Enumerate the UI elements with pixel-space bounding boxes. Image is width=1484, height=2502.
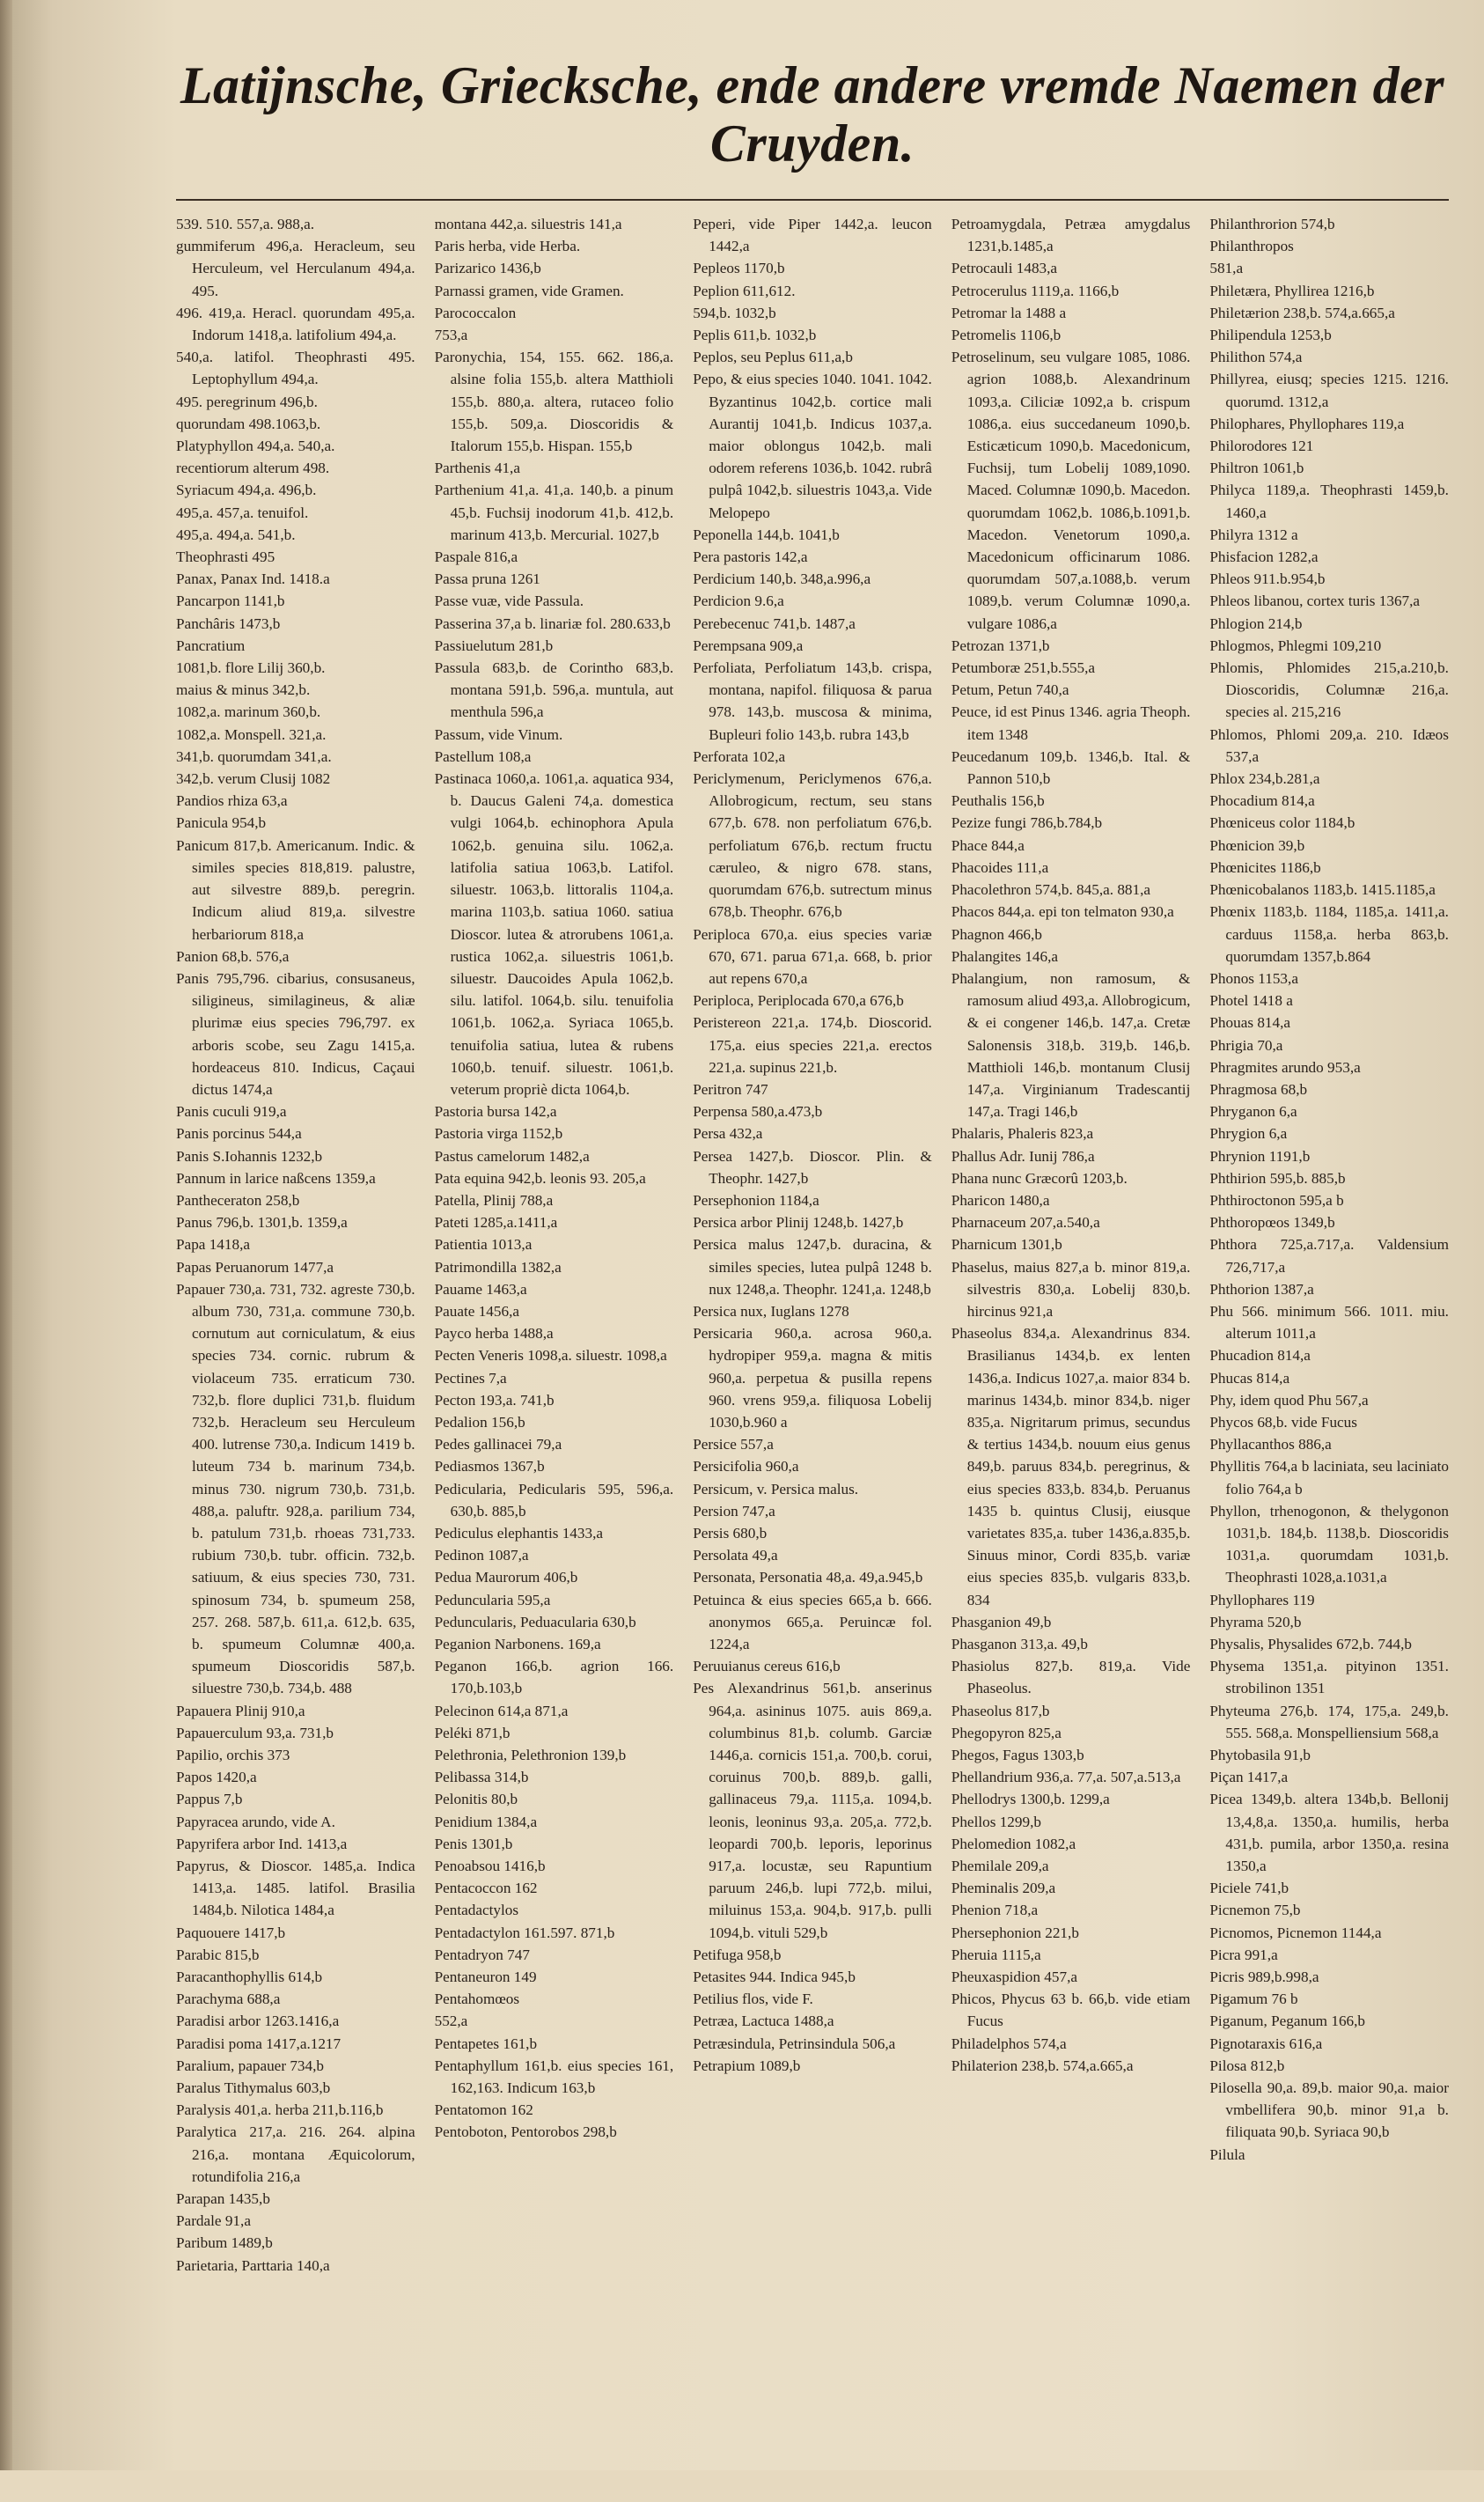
- index-entry: Pediasmos 1367,b: [434, 1458, 545, 1475]
- index-entry: Phace 844,a: [951, 836, 1025, 854]
- index-entry: Phœnix 1183,b. 1184, 1185,a. 1411,a. carduus 1158,a. herba 863,b. quorumdam 1357,b.864: [1209, 903, 1449, 965]
- index-entry: Pappus 7,b: [176, 1791, 243, 1808]
- index-entry: Pantheceraton 258,b: [176, 1191, 300, 1209]
- page-title: Latijnsche, Griecksche, ende andere vremde Naemen der Cruyden.: [180, 56, 1445, 173]
- index-entry: Phaselus, maius 827,a b. minor 819,a. silvestris 830,a. Lobelij 830,b. hircinus 921,a: [951, 1258, 1191, 1320]
- index-entry: Petræsindula, Petrinsindula 506,a: [693, 2035, 896, 2052]
- index-entry: Pauate 1456,a: [434, 1302, 520, 1320]
- index-entry: Panicum 817,b. Americanum. Indic. & similes species 818,819. palustre, aut silvestre 889,b. peregrin. Indicum aliud 819,a. silvestre herbariorum 818,a: [176, 836, 415, 943]
- index-entry: Phœnicobalanos 1183,b. 1415.1185,a: [1209, 881, 1436, 899]
- index-columns: [176, 213, 1449, 2502]
- index-entry: Petrozan 1371,b: [951, 637, 1050, 654]
- index-entry: Pelecinon 614,a 871,a: [434, 1702, 569, 1719]
- index-entry: Paradisi poma 1417,a.1217: [176, 2035, 342, 2052]
- index-entry: Papa 1418,a: [176, 1236, 251, 1254]
- index-entry: Phana nunc Græcorû 1203,b.: [951, 1169, 1128, 1187]
- index-entry: Phagnon 466,b: [951, 925, 1042, 943]
- index-entry: Personata, Personatia 48,a. 49,a.945,b: [693, 1569, 923, 1586]
- index-entry: 495,a. 457,a. tenuifol.: [176, 504, 309, 521]
- index-entry: Parietaria, Parttaria 140,a: [176, 2256, 330, 2274]
- index-entry: Paralus Tithymalus 603,b: [176, 2079, 331, 2097]
- index-entry: Phlox 234,b.281,a: [1209, 770, 1320, 788]
- index-entry: Petræa, Lactuca 1488,a: [693, 2013, 834, 2030]
- index-entry: Pastus camelorum 1482,a: [434, 1147, 590, 1165]
- index-entry: Petifuga 958,b: [693, 1946, 782, 1963]
- index-entry: Phragmosa 68,b: [1209, 1080, 1308, 1098]
- index-entry: Philanthrorion 574,b: [1209, 216, 1335, 232]
- index-entry: Physalis, Physalides 672,b. 744,b: [1209, 1636, 1413, 1652]
- index-entry: Persea 1427,b. Dioscor. Plin. & Theophr. 1427,b: [693, 1147, 932, 1187]
- index-entry: Papyrus, & Dioscor. 1485,a. Indica 1413,a. 1485. latifol. Brasilia 1484,b. Nilotica 1484,a: [176, 1858, 415, 1919]
- index-entry: Persa 432,a: [693, 1125, 763, 1143]
- index-entry: Phthiroctonon 595,a b: [1209, 1191, 1344, 1209]
- index-entry: Phthorion 1387,a: [1209, 1280, 1314, 1298]
- index-entry: Phœniceus color 1184,b: [1209, 814, 1355, 832]
- index-entry: Photel 1418 a: [1209, 992, 1293, 1010]
- index-entry: Phicos, Phycus 63 b. 66,b. vide etiam Fucus: [951, 1991, 1191, 2030]
- index-entry: Peplion 611,612.: [693, 282, 796, 299]
- index-entry: Persice 557,a: [693, 1436, 774, 1453]
- index-entry: Phacoides 111,a: [951, 858, 1049, 876]
- index-entry: Pentoboton, Pentorobos 298,b: [434, 2123, 617, 2141]
- index-entry: Pedua Maurorum 406,b: [434, 1569, 578, 1586]
- index-entry: Passerina 37,a b. linariæ fol. 280.633,b: [434, 614, 671, 632]
- index-entry: Panax, Panax Ind. 1418.a: [176, 570, 330, 588]
- index-entry: Paracanthophyllis 614,b: [176, 1968, 323, 1986]
- index-entry: Phu 566. minimum 566. 1011. miu. alterum 1011,a: [1209, 1302, 1449, 1343]
- index-entry: Pentaneuron 149: [434, 1968, 537, 1986]
- index-entry: Pauame 1463,a: [434, 1280, 527, 1298]
- index-entry: Perdicion 9.6,a: [693, 592, 784, 610]
- index-entry: Pastellum 108,a: [434, 747, 532, 765]
- index-entry: Parizarico 1436,b: [434, 260, 541, 277]
- index-entry: Periploca, Periplocada 670,a 676,b: [693, 992, 904, 1010]
- index-entry: Peplis 611,b. 1032,b: [693, 327, 817, 344]
- index-entry: Pentacoccon 162: [434, 1880, 538, 1897]
- index-entry: Phleos 911.b.954,b: [1209, 570, 1326, 588]
- index-entry: Petum, Petun 740,a: [951, 681, 1069, 699]
- index-entry: Pheminalis 209,a: [951, 1880, 1056, 1897]
- index-entry: Phleos libanou, cortex turis 1367,a: [1209, 592, 1421, 610]
- index-entry: quorundam 498.1063,b.: [176, 415, 321, 432]
- index-entry: Pelethronia, Pelethronion 139,b: [434, 1747, 627, 1764]
- index-entry: Phlomos, Phlomi 209,a. 210. Idæos 537,a: [1209, 725, 1449, 765]
- index-entry: Phersephonion 221,b: [951, 1924, 1079, 1941]
- index-entry: Periclymenum, Periclymenos 676,a. Allobrogicum, rectum, seu stans 677,b. 678. non perfoliatum 676,b. perfoliatum 676,b. rectum fructu cæruleo, & nigro 678. stans, quorumdam 676,b. sutrectum minus 678,b. Theophr. 676,b: [693, 770, 932, 921]
- index-entry: 1082,a. Monspell. 321,a.: [176, 725, 327, 743]
- index-entry: Piciele 741,b: [1209, 1880, 1289, 1897]
- index-entry: Pannum in larice naßcens 1359,a: [176, 1169, 376, 1187]
- index-entry: Phyllon, trhenogonon, & thelygonon 1031,b. 184,b. 1138,b. Dioscoridis 1031,a. quorumdam 1031,b. Theophrasti 1028,a.1031,a: [1209, 1502, 1449, 1586]
- index-entry: Pharicon 1480,a: [951, 1191, 1050, 1209]
- index-entry: Paronychia, 154, 155. 662. 186,a. alsine folia 155,b. altera Matthioli 155,b. 880,a. altera, rutaceo folio 155,b. 509,a. Dioscoridis & Italorum 155,b. Hispan. 155,b: [434, 349, 674, 455]
- index-entry: Phouas 814,a: [1209, 1014, 1291, 1032]
- index-entry: gummiferum 496,a. Heracleum, seu Herculeum, vel Herculanum 494,a. 495.: [176, 238, 415, 299]
- index-entry: Peduncularia 595,a: [434, 1591, 551, 1608]
- index-entry: Phrynion 1191,b: [1209, 1147, 1311, 1165]
- index-entry: Panus 796,b. 1301,b. 1359,a: [176, 1214, 348, 1232]
- index-entry: Pheuxaspidion 457,a: [951, 1968, 1077, 1986]
- index-entry: Parthenium 41,a. 41,a. 140,b. a pinum 45,b. Fuchsij inodorum 41,b. 412,b. marinum 413,b. Mercurial. 1027,b: [434, 482, 674, 543]
- index-entry: Papauera Plinij 910,a: [176, 1702, 305, 1719]
- index-column-2: [435, 213, 674, 2502]
- index-entry: Phlogmos, Phlegmi 109,210: [1209, 637, 1382, 654]
- index-entry: Phenion 718,a: [951, 1902, 1039, 1919]
- index-entry: Pilosella 90,a. 89,b. maior 90,a. maior vmbellifera 90,b. minor 91,a b. filiquata 90,b. Syriaca 90,b: [1209, 2079, 1449, 2141]
- index-entry: Phragmites arundo 953,a: [1209, 1058, 1361, 1076]
- index-entry: Pelibassa 314,b: [434, 1769, 529, 1786]
- index-entry: Pharnaceum 207,a.540,a: [951, 1214, 1100, 1232]
- index-entry: Pepo, & eius species 1040. 1041. 1042. Byzantinus 1042,b. cortice mali Aurantij 1041,b. Indicus 1037,a. maior oblongus 1042,b. mali odorem referens 1036,b. 1042. rubrâ pulpâ 1042,b. siluestris 1043,a. Vide Melopepo: [693, 371, 932, 521]
- index-entry: Philetærion 238,b. 574,a.665,a: [1209, 304, 1395, 321]
- index-entry: Peganion Narbonens. 169,a: [434, 1636, 601, 1652]
- index-entry: Pancratium: [176, 637, 246, 654]
- index-entry: Phytobasila 91,b: [1209, 1747, 1311, 1764]
- index-entry: Pateti 1285,a.1411,a: [434, 1214, 558, 1232]
- index-entry: Phacolethron 574,b. 845,a. 881,a: [951, 881, 1151, 899]
- index-entry: Pharnicum 1301,b: [951, 1236, 1062, 1254]
- index-entry: Petrocerulus 1119,a. 1166,b: [951, 282, 1120, 299]
- index-entry: Phthoropœos 1349,b: [1209, 1214, 1335, 1232]
- index-entry: Panis cuculi 919,a: [176, 1103, 287, 1121]
- index-entry: 594,b. 1032,b: [693, 304, 776, 321]
- index-entry: Pastoria virga 1152,b: [434, 1125, 563, 1143]
- index-entry: Petroselinum, seu vulgare 1085, 1086. agrion 1088,b. Alexandrinum 1093,a. Ciliciæ 1092,a b. crispum 1086,a. eius succedaneum 1090,b. Esticæticum 1090,b. Macedonicum, Fuchsij, tum Lobelij 1089,1090. Maced. Columnæ 1090,b. Macedon. quorumdam 1062,b. 1086,b.1091,b. Macedon. Venetorum 1090,a. Macedonicum officinarum 1086. quorumdam 507,a.1088,b. verum 1089,b. verum Columnæ 1090,a. vulgare 1086,a: [951, 349, 1191, 632]
- index-entry: Phyrama 520,b: [1209, 1613, 1302, 1630]
- index-entry: Perebecenuc 741,b. 1487,a: [693, 614, 856, 632]
- index-entry: Phryganon 6,a: [1209, 1103, 1297, 1121]
- index-entry: Paradisi arbor 1263.1416,a: [176, 2013, 340, 2030]
- index-entry: Pedalion 156,b: [434, 1413, 525, 1431]
- index-entry: Pheruia 1115,a: [951, 1946, 1041, 1963]
- index-entry: Parthenis 41,a: [434, 460, 520, 477]
- index-entry: Phyteuma 276,b. 174, 175,a. 249,b. 555. 568,a. Monspelliensium 568,a: [1209, 1702, 1449, 1741]
- index-entry: Passula 683,b. de Corintho 683,b. montana 591,b. 596,a. muntula, aut menthula 596,a: [434, 659, 674, 721]
- index-entry: Philtron 1061,b: [1209, 460, 1304, 477]
- index-entry: Piçan 1417,a: [1209, 1769, 1289, 1786]
- index-entry: Peganon 166,b. agrion 166. 170,b.103,b: [434, 1658, 674, 1697]
- index-entry: Peponella 144,b. 1041,b: [693, 526, 840, 543]
- index-entry: Peuce, id est Pinus 1346. agria Theoph. item 1348: [951, 703, 1191, 743]
- index-entry: Phillyrea, eiusq; species 1215. 1216. quorumd. 1312,a: [1209, 371, 1449, 410]
- index-entry: Peucedanum 109,b. 1346,b. Ital. & Pannon 510,b: [951, 747, 1191, 788]
- index-entry: Perfoliata, Perfoliatum 143,b. crispa, montana, napifol. filiquosa & parua 978. 143,b. muscosa & minima, Bupleuri folio 143,b. rubra 143,b: [693, 659, 932, 743]
- index-entry: Phaseolus 834,a. Alexandrinus 834. Brasilianus 1434,b. ex lenten 1436,a. Indicus 1027,a. maior 834 b. marinus 1434,b. minor 834,b. niger 835,a. Nigritarum primus, secundus & tertius 1434,b. nouum eius genus 849,b. paruus 834,b. peregrinus, & eius species 833,b. 834,b. Peruanus 1435 b. quintus Clusij, eiusque varietates 835,a. tuber 1436,a.835,b. Sinuus minor, Cordi 835,b. variæ eius species 835,b. vulgaris 833,b. 834: [951, 1325, 1191, 1608]
- index-entry: Pilosa 812,b: [1209, 2057, 1285, 2074]
- index-entry: Phy, idem quod Phu 567,a: [1209, 1391, 1369, 1409]
- index-entry: Pastinaca 1060,a. 1061,a. aquatica 934, b. Daucus Galeni 74,a. domestica vulgi 1064,b. echinophora Apula 1062,b. genuina silu. 1062,a. latifolia satiua 1063,b. Latifol. siluestr. 1063,b. littoralis 1104,a. marina 1103,b. satiua 1060. satiua Dioscor. lutea & atrorubens 1061,a. rustica 1062,a. siluestris 1061,b. siluestr. Daucoides Apula 1062,b. silu. latifol. 1064,b. silu. tenuifolia 1061,b. 1062,a. Syriaca 1065,b. tenuifolia satiua, lutea & rubens 1060,b. tenuif. siluestr. 1061,b. veterum propriè dicta 1064,b.: [434, 770, 674, 1098]
- index-entry: Picris 989,b.998,a: [1209, 1968, 1319, 1986]
- index-entry: recentiorum alterum 498.: [176, 460, 330, 477]
- index-entry: Philophares, Phyllophares 119,a: [1209, 415, 1405, 432]
- index-entry: Petasites 944. Indica 945,b: [693, 1968, 856, 1986]
- index-entry: Pes Alexandrinus 561,b. anserinus 964,a. asininus 1075. auis 869,a. columbinus 81,b. columb. Garciæ 1446,a. cornicis 151,a. 700,b. corui, coruinus 700,b. 889,b. galli, gallinaceus 79,a. 1115,a. 1094,b. leonis, leoninus 93,a. 205,a. 772,b. leopardi 700,b. leporis, leporinus 917,a. locustæ, seu Rapuntium paruum 246,b. lupi 772,b. milui, miluinus 153,a. 904,b. 917,b. pulli 1094,b. vituli 529,b: [693, 1680, 932, 1941]
- index-entry: Pentatomon 162: [434, 2101, 533, 2119]
- index-entry: 552,a: [434, 2013, 468, 2030]
- index-entry: Peperi, vide Piper 1442,a. leucon 1442,a: [693, 216, 932, 255]
- index-entry: Pentaphyllum 161,b. eius species 161, 162,163. Indicum 163,b: [434, 2057, 674, 2097]
- index-entry: Pectines 7,a: [434, 1369, 507, 1387]
- index-entry: Patrimondilla 1382,a: [434, 1258, 562, 1276]
- index-entry: Panis S.Iohannis 1232,b: [176, 1147, 323, 1165]
- index-entry: Pardale 91,a: [176, 2212, 251, 2230]
- index-entry: Phocadium 814,a: [1209, 792, 1315, 810]
- index-entry: 341,b. quorumdam 341,a.: [176, 747, 332, 765]
- index-entry: Phyllacanthos 886,a: [1209, 1436, 1332, 1453]
- index-entry: Phonos 1153,a: [1209, 969, 1298, 987]
- index-entry: Panis 795,796. cibarius, consusaneus, siligineus, similagineus, & aliæ plurimæ eius species 796,797. ex arboris scobe, seu Zagu 1415,a. hordeaceus 810. Indicus, Caçaui dictus 1474,a: [176, 969, 415, 1098]
- index-entry: Panicula 954,b: [176, 814, 267, 832]
- index-entry: Philyra 1312 a: [1209, 526, 1298, 543]
- index-entry: Papilio, orchis 373: [176, 1747, 290, 1764]
- index-entry: Phasiolus 827,b. 819,a. Vide Phaseolus.: [951, 1658, 1191, 1697]
- index-entry: Petrocauli 1483,a: [951, 260, 1058, 277]
- index-entry: Periploca 670,a. eius species variæ 670, 671. parua 671,a. 668, b. prior aut repens 670,a: [693, 925, 932, 987]
- index-column-1: [176, 213, 415, 2502]
- index-entry: Parachyma 688,a: [176, 1991, 281, 2008]
- index-entry: Persica nux, Iuglans 1278: [693, 1302, 849, 1320]
- index-entry: Petrapium 1089,b: [693, 2057, 801, 2074]
- index-entry: Paralium, papauer 734,b: [176, 2057, 325, 2074]
- index-entry: Pentapetes 161,b: [434, 2035, 538, 2052]
- index-entry: Phlogion 214,b: [1209, 614, 1303, 632]
- index-entry: Pastoria bursa 142,a: [434, 1103, 557, 1121]
- index-entry: Pedicularia, Pedicularis 595, 596,a. 630,b. 885,b: [434, 1480, 674, 1520]
- index-entry: Parococcalon: [434, 304, 517, 321]
- index-entry: Philanthropos: [1209, 238, 1294, 255]
- index-entry: Theophrasti 495: [176, 548, 275, 566]
- index-entry: Syriacum 494,a. 496,b.: [176, 482, 317, 499]
- index-entry: Persicaria 960,a. acrosa 960,a. hydropiper 959,a. magna & mitis 960,a. perpetua & pusilla repens 960. vrens 959,a. filiquosa Lobelij 1030,b.960 a: [693, 1325, 932, 1431]
- index-entry: Petilius flos, vide F.: [693, 1991, 813, 2008]
- index-entry: Penis 1301,b: [434, 1835, 513, 1852]
- index-entry: Phthora 725,a.717,a. Valdensium 726,717,a: [1209, 1236, 1449, 1276]
- index-entry: Peuthalis 156,b: [951, 792, 1045, 810]
- index-entry: Pentadactylon 161.597. 871,b: [434, 1924, 615, 1941]
- title-rule: [176, 199, 1449, 201]
- index-entry: 495. peregrinum 496,b.: [176, 393, 318, 410]
- index-entry: Pignotaraxis 616,a: [1209, 2035, 1323, 2052]
- index-entry: Paralytica 217,a. 216. 264. alpina 216,a. montana Æquicolorum, rotundifolia 216,a: [176, 2123, 415, 2185]
- index-entry: Physema 1351,a. pityinon 1351. strobilinon 1351: [1209, 1658, 1449, 1697]
- index-entry: Pandios rhiza 63,a: [176, 792, 288, 810]
- index-entry: Parnassi gramen, vide Gramen.: [434, 282, 624, 299]
- index-entry: Picra 991,a: [1209, 1946, 1278, 1963]
- index-entry: Picnomos, Picnemon 1144,a: [1209, 1924, 1382, 1941]
- index-entry: 1081,b. flore Lilij 360,b.: [176, 659, 326, 677]
- index-entry: Phthirion 595,b. 885,b: [1209, 1169, 1346, 1187]
- index-entry: Phrigia 70,a: [1209, 1036, 1283, 1054]
- index-entry: Pezize fungi 786,b.784,b: [951, 814, 1103, 832]
- index-entry: Pecton 193,a. 741,b: [434, 1391, 555, 1409]
- index-entry: Papyrifera arbor Ind. 1413,a: [176, 1835, 348, 1852]
- index-entry: Philorodores 121: [1209, 438, 1314, 455]
- index-entry: Payco herba 1488,a: [434, 1325, 554, 1343]
- index-entry: 539. 510. 557,a. 988,a.: [176, 216, 315, 232]
- index-column-4: [951, 213, 1191, 2502]
- index-entry: Passiuelutum 281,b: [434, 637, 554, 654]
- index-entry: Persion 747,a: [693, 1502, 775, 1520]
- index-entry: Phrygion 6,a: [1209, 1125, 1288, 1143]
- index-entry: Pedinon 1087,a: [434, 1547, 529, 1564]
- index-entry: Pedes gallinacei 79,a: [434, 1436, 562, 1453]
- index-entry: Phellos 1299,b: [951, 1813, 1041, 1830]
- index-entry: Petumboræ 251,b.555,a: [951, 659, 1096, 677]
- index-entry: Paquouere 1417,b: [176, 1924, 286, 1941]
- index-entry: Papas Peruanorum 1477,a: [176, 1258, 334, 1276]
- index-entry: Pelonitis 80,b: [434, 1791, 518, 1808]
- index-entry: Phyllitis 764,a b laciniata, seu laciniato folio 764,a b: [1209, 1458, 1449, 1498]
- index-entry: Phellandrium 936,a. 77,a. 507,a.513,a: [951, 1769, 1181, 1786]
- index-entry: Passum, vide Vinum.: [434, 725, 563, 743]
- index-entry: Phasganon 313,a. 49,b: [951, 1636, 1088, 1652]
- index-entry: Perdicium 140,b. 348,a.996,a: [693, 570, 871, 588]
- index-entry: Philadelphos 574,a: [951, 2035, 1067, 2052]
- index-entry: Pecten Veneris 1098,a. siluestr. 1098,a: [434, 1347, 667, 1365]
- index-entry: Persis 680,b: [693, 1524, 768, 1542]
- index-entry: Phlomis, Phlomides 215,a.210,b. Dioscoridis, Columnæ 216,a. species al. 215,216: [1209, 659, 1449, 721]
- index-entry: Pigamum 76 b: [1209, 1991, 1298, 2008]
- index-entry: maius & minus 342,b.: [176, 681, 311, 699]
- index-entry: Perempsana 909,a: [693, 637, 804, 654]
- index-entry: Parapan 1435,b: [176, 2190, 270, 2208]
- index-entry: Phegos, Fagus 1303,b: [951, 1747, 1084, 1764]
- index-entry: Phucadion 814,a: [1209, 1347, 1311, 1365]
- index-entry: Petromelis 1106,b: [951, 327, 1062, 344]
- index-entry: Phallus Adr. Iunij 786,a: [951, 1147, 1095, 1165]
- index-entry: Petroamygdala, Petræa amygdalus 1231,b.1485,a: [951, 216, 1191, 255]
- index-entry: Persephonion 1184,a: [693, 1191, 819, 1209]
- index-entry: Phyllophares 119: [1209, 1591, 1315, 1608]
- index-entry: 753,a: [434, 327, 468, 344]
- index-entry: Phacos 844,a. epi ton telmaton 930,a: [951, 903, 1174, 921]
- index-entry: Pilula: [1209, 2145, 1245, 2163]
- index-entry: Papyracea arundo, vide A.: [176, 1813, 335, 1830]
- index-entry: Persica malus 1247,b. duracina, & similes species, lutea pulpâ 1248 b. nux 1248,a. Theophr. 1241,a. 1248,b: [693, 1236, 932, 1298]
- index-entry: Persicum, v. Persica malus.: [693, 1480, 859, 1498]
- index-entry: Passa pruna 1261: [434, 570, 540, 588]
- index-entry: Paris herba, vide Herba.: [434, 238, 581, 255]
- index-entry: Philetæra, Phyllirea 1216,b: [1209, 282, 1375, 299]
- index-entry: Phœnicites 1186,b: [1209, 858, 1321, 876]
- index-entry: Petuinca & eius species 665,a b. 666. anonymos 665,a. Peruincæ fol. 1224,a: [693, 1591, 932, 1652]
- index-entry: Patientia 1013,a: [434, 1236, 533, 1254]
- index-entry: Peruuianus cereus 616,b: [693, 1658, 841, 1675]
- index-entry: 540,a. latifol. Theophrasti 495. Leptophyllum 494,a.: [176, 349, 415, 388]
- index-entry: Phelomedion 1082,a: [951, 1835, 1076, 1852]
- index-entry: Paspale 816,a: [434, 548, 518, 566]
- index-entry: Pancarpon 1141,b: [176, 592, 285, 610]
- index-entry: Panis porcinus 544,a: [176, 1125, 302, 1143]
- index-entry: Paralysis 401,a. herba 211,b.116,b: [176, 2101, 384, 2119]
- page-gutter: [0, 0, 12, 2470]
- index-entry: Panchâris 1473,b: [176, 614, 281, 632]
- index-entry: Perforata 102,a: [693, 747, 786, 765]
- index-entry: Panion 68,b. 576,a: [176, 947, 290, 965]
- index-entry: Penoabsou 1416,b: [434, 1858, 546, 1875]
- index-entry: Peplos, seu Peplus 611,a,b: [693, 349, 853, 366]
- index-entry: 496. 419,a. Heracl. quorundam 495,a. Indorum 1418,a. latifolium 494,a.: [176, 304, 415, 344]
- index-entry: 1082,a. marinum 360,b.: [176, 703, 321, 721]
- index-entry: Phucas 814,a: [1209, 1369, 1290, 1387]
- index-entry: Phycos 68,b. vide Fucus: [1209, 1413, 1357, 1431]
- index-entry: Persica arbor Plinij 1248,b. 1427,b: [693, 1214, 904, 1232]
- index-entry: Pentadactylos: [434, 1902, 519, 1919]
- index-entry: Penidium 1384,a: [434, 1813, 538, 1830]
- index-entry: Philithon 574,a: [1209, 349, 1303, 366]
- index-entry: Picea 1349,b. altera 134b,b. Bellonij 13,4,8,a. 1350,a. humilis, herba 431,b. pumila, arbor 1350,a. resina 1350,a: [1209, 1791, 1449, 1875]
- index-entry: Peristereon 221,a. 174,b. Dioscorid. 175,a. eius species 221,a. erectos 221,a. supinus 221,b.: [693, 1014, 932, 1076]
- index-entry: Paribum 1489,b: [176, 2234, 273, 2252]
- index-column-5: [1209, 213, 1449, 2502]
- index-entry: Phœnicion 39,b: [1209, 836, 1305, 854]
- index-entry: Phasganion 49,b: [951, 1613, 1052, 1630]
- index-entry: Philipendula 1253,b: [1209, 327, 1332, 344]
- index-entry: Piganum, Peganum 166,b: [1209, 2013, 1366, 2030]
- index-entry: Platyphyllon 494,a. 540,a.: [176, 438, 335, 455]
- index-entry: Papauer 730,a. 731, 732. agreste 730,b. album 730, 731,a. commune 730,b. cornutum aut corniculatum, & eius species 734. cornic. rubrum & violaceum 735. erraticum 730. 732,b. flore duplici 731,b. fluidum 732,b. Heracleum seu Herculeum 400. lutrense 730,a. Indicum 1419 b. luteum 734 b. marinum 734,b. minus 730. nigrum 730,b. 731,b. 488,a. paluftr. 928,a. parilium 734, b. patulum 731,b. rhoeas 731,733. rubium 730,b. tubr. officin. 732,b. satiuum, & eius species 730, 731. spinosum 734, b. spumeum 258, 257. 268. 587,b. 611,a. 612,b. 635, b. spumeum Columnæ 400,a. spumeum Dioscoridis 587,b. siluestre 730,b. 734,b. 488: [176, 1280, 415, 1697]
- index-entry: Phegopyron 825,a: [951, 1724, 1062, 1741]
- index-entry: Peduncularis, Peduacularia 630,b: [434, 1613, 636, 1630]
- index-entry: Picnemon 75,b: [1209, 1902, 1301, 1919]
- index-entry: montana 442,a. siluestris 141,a: [434, 216, 622, 232]
- index-entry: Phalangites 146,a: [951, 947, 1059, 965]
- index-entry: Peléki 871,b: [434, 1724, 511, 1741]
- index-entry: Pata equina 942,b. leonis 93. 205,a: [434, 1169, 646, 1187]
- index-entry: Phellodrys 1300,b. 1299,a: [951, 1791, 1110, 1808]
- index-entry: Philaterion 238,b. 574,a.665,a: [951, 2057, 1134, 2074]
- index-entry: Pediculus elephantis 1433,a: [434, 1524, 604, 1542]
- index-entry: Phalaris, Phaleris 823,a: [951, 1125, 1094, 1143]
- index-entry: Persicifolia 960,a: [693, 1458, 799, 1475]
- index-entry: 581,a: [1209, 260, 1244, 277]
- index-entry: Papauerculum 93,a. 731,b: [176, 1724, 334, 1741]
- index-column-3: [693, 213, 932, 2502]
- index-entry: Phaseolus 817,b: [951, 1702, 1050, 1719]
- index-entry: Pera pastoris 142,a: [693, 548, 808, 566]
- index-entry: Peritron 747: [693, 1080, 768, 1098]
- index-entry: Pepleos 1170,b: [693, 260, 785, 277]
- index-entry: Pentadryon 747: [434, 1946, 530, 1963]
- index-entry: Pentahomœos: [434, 1991, 520, 2008]
- index-entry: Parabic 815,b: [176, 1946, 260, 1963]
- index-entry: Patella, Plinij 788,a: [434, 1191, 554, 1209]
- index-entry: 342,b. verum Clusij 1082: [176, 770, 331, 788]
- index-entry: Passe vuæ, vide Passula.: [434, 592, 584, 610]
- index-entry: Perpensa 580,a.473,b: [693, 1103, 823, 1121]
- index-entry: Persolata 49,a: [693, 1547, 778, 1564]
- index-entry: Philyca 1189,a. Theophrasti 1459,b. 1460,a: [1209, 482, 1449, 521]
- index-entry: Papos 1420,a: [176, 1769, 257, 1786]
- index-entry: Phemilale 209,a: [951, 1858, 1049, 1875]
- index-entry: Petromar la 1488 a: [951, 304, 1067, 321]
- index-entry: Phalangium, non ramosum, & ramosum aliud 493,a. Allobrogicum, & ei congener 146,b. 147,a. Cretæ Salonensis 318,b. 319,b. 146,b. Matthioli 146,b. montanum Clusij 147,a. Virginianum Tradescantij 147,a. Tragi 146,b: [951, 969, 1191, 1121]
- index-entry: 495,a. 494,a. 541,b.: [176, 526, 296, 543]
- index-entry: Phisfacion 1282,a: [1209, 548, 1319, 566]
